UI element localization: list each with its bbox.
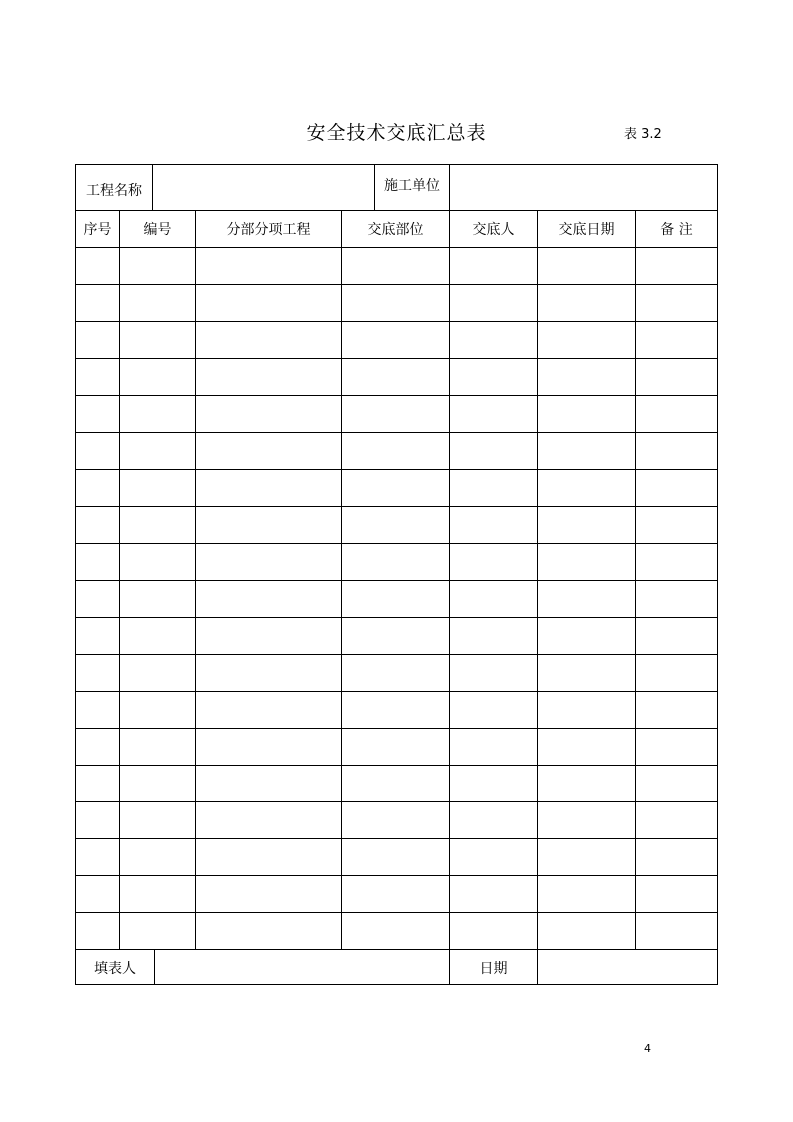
divider <box>195 210 196 949</box>
date-field[interactable] <box>538 950 717 985</box>
column-header-code: 编号 <box>143 222 172 238</box>
project-name-field[interactable] <box>153 165 374 210</box>
summary-table <box>75 164 718 985</box>
divider <box>76 247 717 248</box>
divider <box>76 728 717 729</box>
divider <box>76 801 717 802</box>
divider <box>76 432 717 433</box>
divider <box>537 210 538 985</box>
divider <box>341 210 342 949</box>
divider <box>76 765 717 766</box>
divider <box>119 210 120 949</box>
table-number: 表 3.2 <box>624 127 662 142</box>
page-title: 安全技术交底汇总表 <box>306 122 487 144</box>
project-name-label: 工程名称 <box>86 182 142 199</box>
column-header-subproject: 分部分项工程 <box>226 222 311 238</box>
divider <box>76 469 717 470</box>
divider <box>76 875 717 876</box>
construction-unit-label: 施工单位 <box>384 178 440 194</box>
column-header-presenter: 交底人 <box>472 222 515 238</box>
divider <box>449 210 450 985</box>
divider <box>76 506 717 507</box>
filled-by-label: 填表人 <box>94 960 136 977</box>
column-header-remarks: 备 注 <box>660 222 693 238</box>
construction-unit-field[interactable] <box>450 165 717 210</box>
divider <box>76 321 717 322</box>
divider <box>76 580 717 581</box>
divider <box>76 912 717 913</box>
divider <box>76 284 717 285</box>
divider <box>76 358 717 359</box>
divider <box>76 617 717 618</box>
divider <box>76 838 717 839</box>
page-number: 4 <box>644 1042 651 1055</box>
date-label: 日期 <box>479 960 508 977</box>
divider <box>76 543 717 544</box>
filled-by-field[interactable] <box>155 950 449 985</box>
divider <box>76 691 717 692</box>
divider <box>635 210 636 949</box>
column-header-serial: 序号 <box>83 222 112 238</box>
column-header-location: 交底部位 <box>367 222 424 238</box>
column-header-date: 交底日期 <box>558 222 615 238</box>
divider <box>76 654 717 655</box>
divider <box>76 395 717 396</box>
